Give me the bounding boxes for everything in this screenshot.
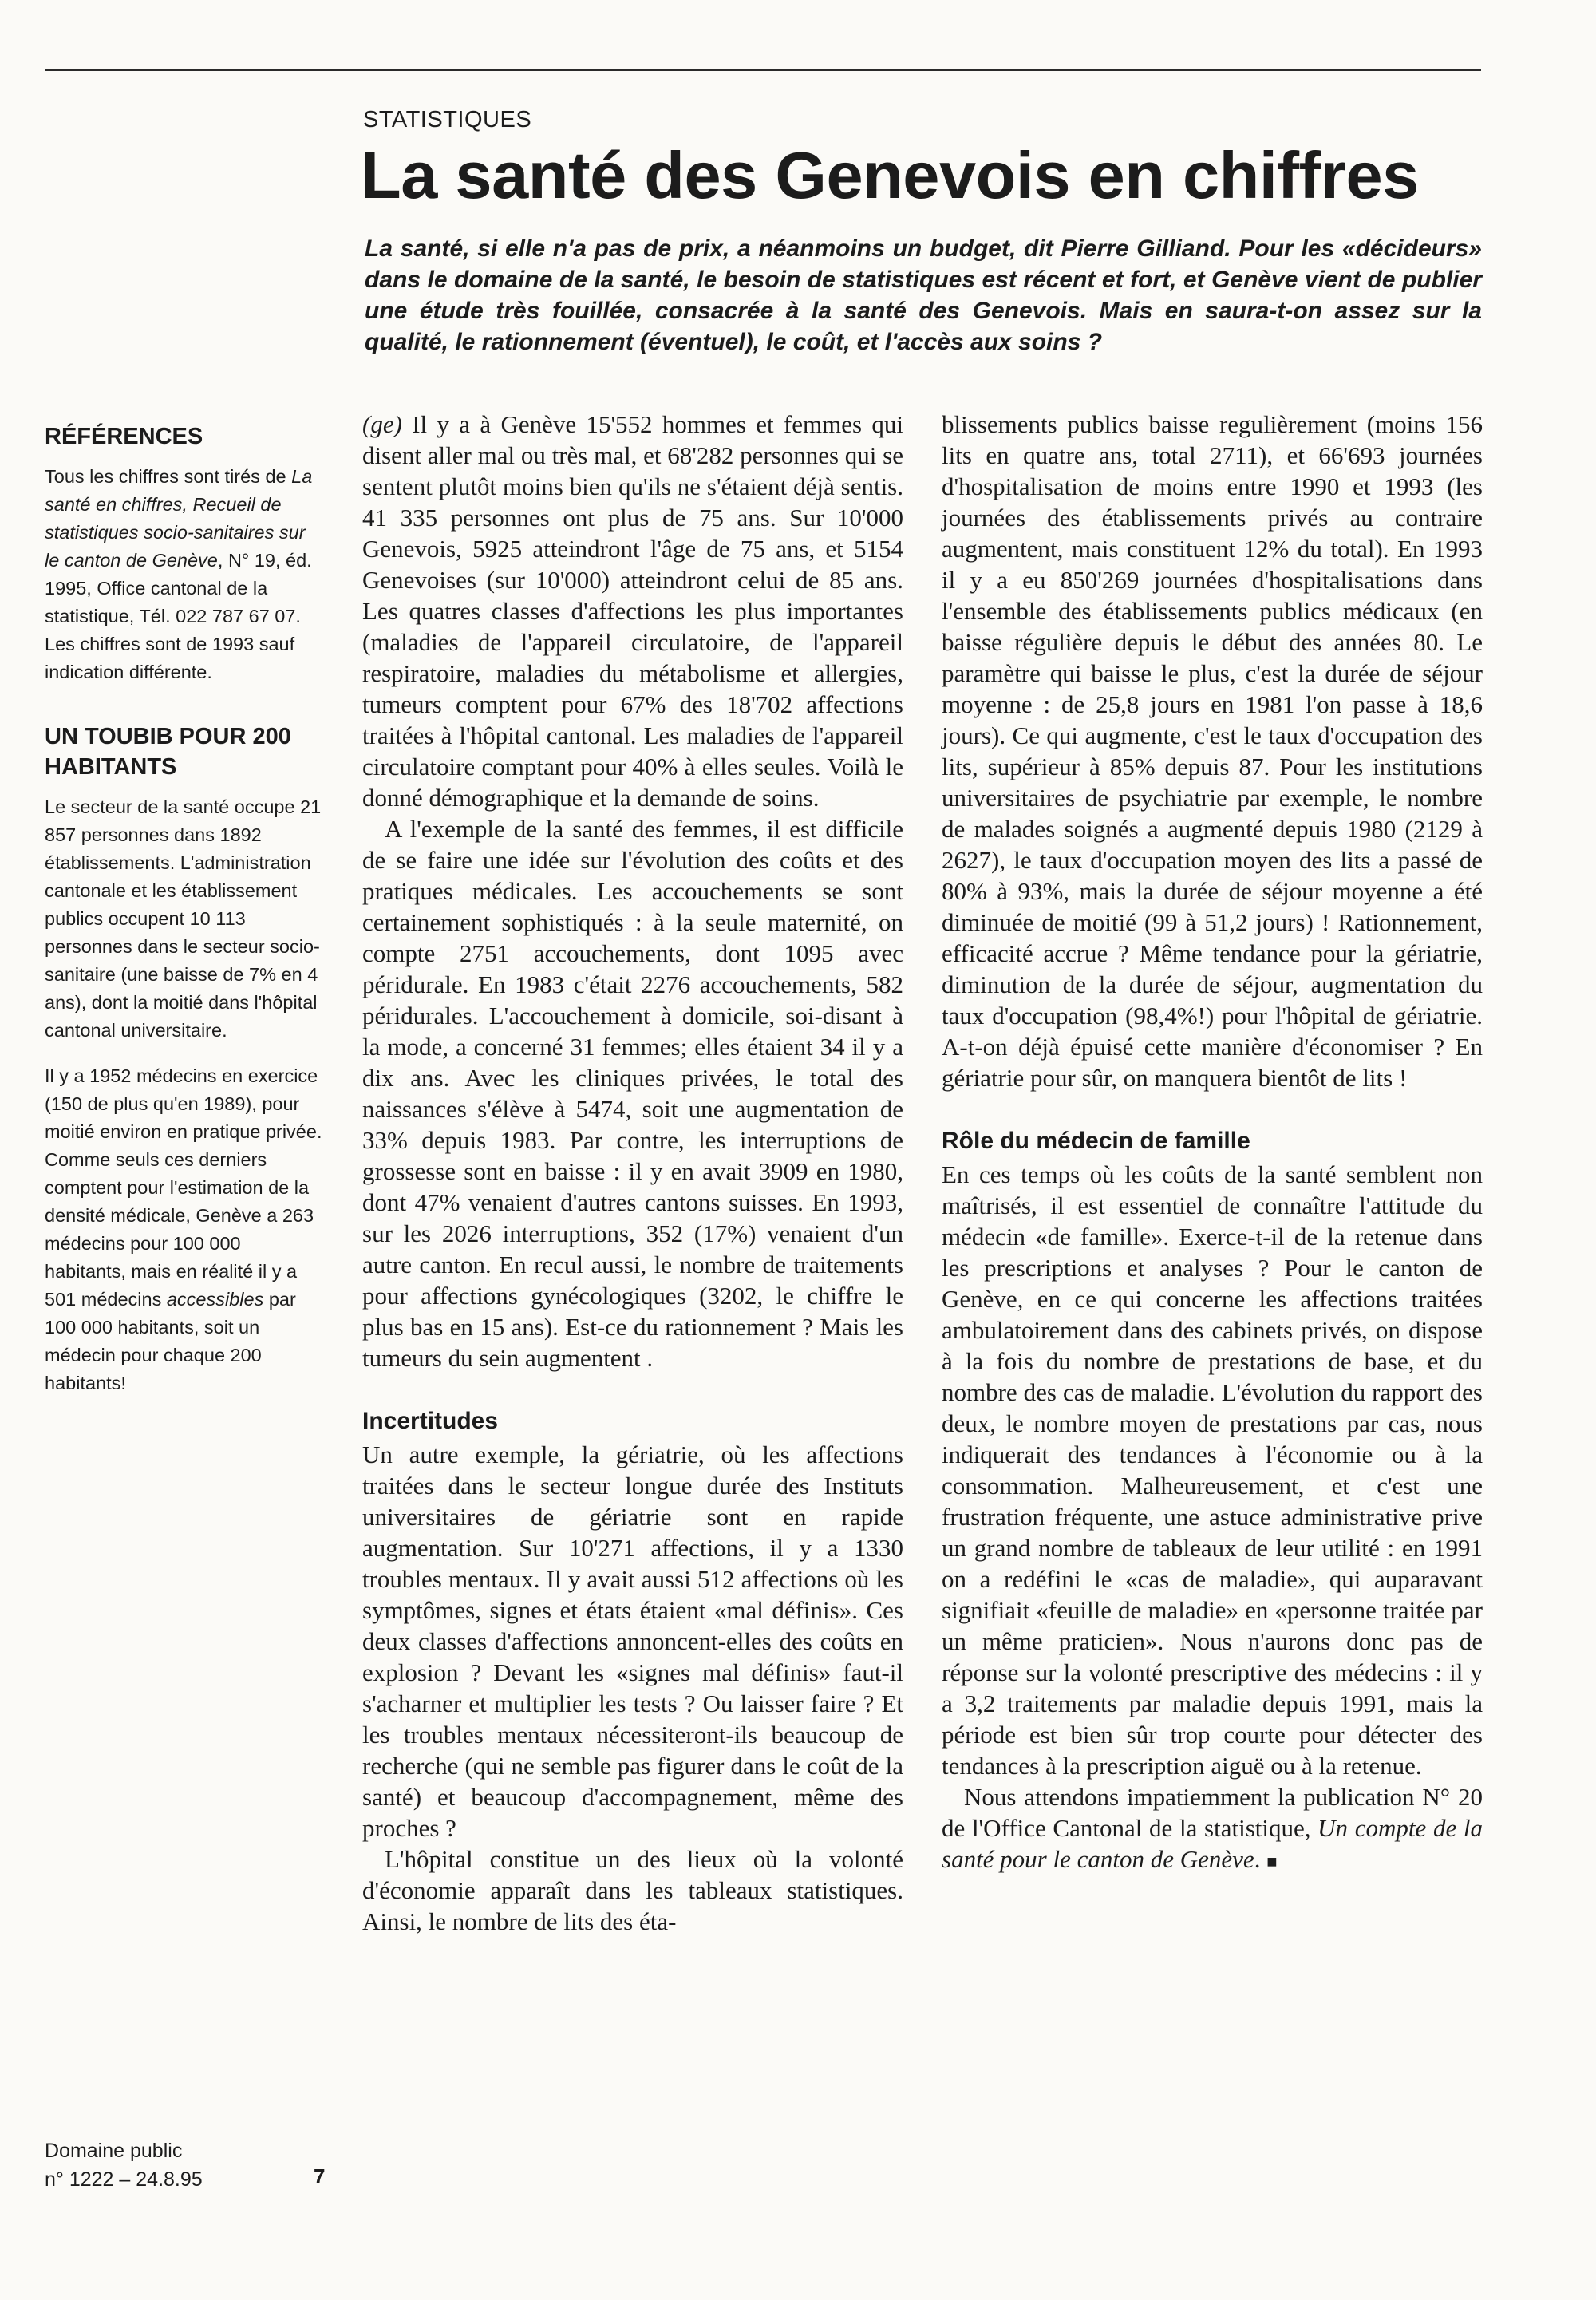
references-text-a: Tous les chiffres sont tirés de (45, 466, 292, 487)
toubib-para-2 (45, 1062, 324, 1397)
col2-paragraph-3-a: Nous attendons impatiemment la publication N° 20 de l'Office Cantonal de la statistique, (942, 1783, 1483, 1842)
toubib-para-2-a: Il y a 1952 médecins en exercice (150 de plus qu'en 1989), pour moitié environ en pratique privée. Comme seuls ces derniers comptent pour l'estimation de la densité médicale, Genève a 263 médecins pour 100 000 habitants, mais en réalité il y a 501 médecins (45, 1065, 322, 1310)
article-column-2 (942, 409, 1483, 1877)
col1-paragraph-1 (362, 409, 903, 813)
subheading-incertitudes: Incertitudes (362, 1408, 499, 1434)
article-lede: La santé, si elle n'a pas de prix, a néanmoins un budget, dit Pierre Gilliand. Pour les «décideurs» dans le domaine de la santé, le besoin de statistiques est récent et fort, et Genève vient de publier une étude très fouillée, consacrée à la santé des Genevois. Mais en saura-t-on assez sur la qualité, le rationnement (éventuel), le coût, et l'accès aux soins ? (365, 235, 1482, 355)
col1-paragraph-1-text: Il y a à Genève 15'552 hommes et femmes qui disent aller mal ou très mal, et 68'282 personnes qui se sentent plutôt moins bien qu'ils ne s'étaient déjà sentis. 41 335 personnes ont plus de 75 ans. Sur 10'000 Genevois, 5925 atteindront l'âge de 75 ans, et 5154 Genevoises (sur 10'000) atteindront celui de 85 ans. Les quatres classes d'affections les plus importantes (maladies de l'appareil circulatoire, de l'appareil respiratoire, maladies du métabolisme et allergies, tumeurs comptent pour 67% des 18'702 affections traitées à l'hôpital cantonal. Les maladies de l'appareil circulatoire comptant pour 40% à elles seules. Voilà le donné démographique et la demande de soins. (362, 410, 903, 812)
references-text-b: , N° 19, éd. 1995, Office cantonal de la statistique, Tél. 022 787 67 07. Les chiffres sont de 1993 sauf indication différente. (45, 550, 312, 682)
col1-paragraph-4: L'hôpital constitue un des lieux où la volonté d'économie apparaît dans les tableaux statistiques. Ainsi, le nombre de lits des éta- (362, 1845, 903, 1935)
page-number: 7 (314, 2164, 326, 2188)
toubib-para-2-em: accessibles (166, 1289, 264, 1310)
publication-name: Domaine public (45, 2140, 183, 2162)
references-text (45, 463, 324, 686)
col2-paragraph-3 (942, 1781, 1483, 1877)
author-signature: (ge) (362, 410, 402, 438)
end-mark-icon: ■ (1266, 1851, 1278, 1871)
toubib-para-1: Le secteur de la santé occupe 21 857 personnes dans 1892 établissements. L'administration cantonale et les établissement publics occupent 10 113 personnes dans le secteur socio-sanitaire (une baisse de 7% en 4 ans), dont la moitié dans l'hôpital cantonal universitaire. (45, 796, 322, 1041)
section-kicker: STATISTIQUES (363, 107, 532, 132)
references-book-title: La santé en chiffres, Recueil de statistiques socio-sanitaires sur le canton de Genève (45, 466, 313, 571)
issue-footer (45, 2136, 332, 2194)
article-column-1 (362, 409, 903, 1937)
references-heading: RÉFÉRENCES (45, 424, 203, 449)
subheading-role-medecin: Rôle du médecin de famille (942, 1128, 1250, 1154)
col1-paragraph-3: Un autre exemple, la gériatrie, où les affections traitées dans le secteur longue durée des Instituts universitaires de gériatrie sont en rapide augmentation. Sur 10'271 affections, il y a 1330 troubles mentaux. Il y avait aussi 512 affections où les symptômes, signes et états étaient «mal définis». Ces deux classes d'affections annoncent-elles des coûts en explosion ? Devant les «signes mal définis» faut-il s'acharner et multiplier les tests ? Ou laisser faire ? Et les troubles mentaux nécessiteront-ils beaucoup de recherche (qui ne semble pas figurer dans le coût de la santé) et beaucoup d'accompagnement, même des proches ? (362, 1440, 903, 1842)
col2-paragraph-1: blissements publics baisse regulièrement (moins 156 lits en quatre ans, total 2711), et 66'693 journées d'hospitalisation de moins entre 1990 et 1993 (les journées des établissements privés au contraire augmentent, mais constituent 12% du total). En 1993 il y a eu 850'269 journées d'hospitalisations dans l'ensemble des établissements publics médicaux (en baisse régulière depuis le début des années 80. Le paramètre qui baisse le plus, c'est la durée de séjour moyenne : de 25,8 jours en 1981 l'on passe à 18,6 jours). Ce qui augmente, c'est le taux d'occupation des lits, supérieur à 85% depuis 87. Pour les institutions universitaires de psychiatrie par exemple, le nombre de malades soignés a augmenté depuis 1980 (2129 à 2627), le taux d'occupation moyen des lits a passé de 80% à 93%, mais la durée de séjour moyenne a été diminuée de moitié (99 à 51,2 jours) ! Rationnement, efficacité accrue ? Même tendance pour la gériatrie, diminution de la durée de séjour, augmentation du taux d'occupation (98,4%!) pour l'hôpital de gériatrie. A-t-on déjà épuisé cette manière d'économiser ? En gériatrie pour sûr, on manquera bientôt de lits ! (942, 410, 1483, 1092)
col2-paragraph-3-b: . (1254, 1845, 1267, 1873)
toubib-heading: UN TOUBIB POUR 200 HABITANTS (45, 724, 291, 780)
col2-paragraph-2: En ces temps où les coûts de la santé semblent non maîtrisés, il est essentiel de connaître l'attitude du médecin «de famille». Exerce-t-il de la retenue dans les prescriptions et analyses ? Pour le canton de Genève, en ce qui concerne les affections traitées ambulatoirement dans des cabinets privés, on dispose à la fois du nombre de prestations de base, et du nombre des cas de maladie. L'évolution du rapport des deux, le nombre moyen de prestations par cas, nous indiquerait des tendances à l'économie ou à la consommation. Malheureusement, et c'est une frustration fréquente, une astuce administrative prive un grand nombre de tableaux de leur utilité : en 1991 on a redéfini le «cas de maladie», qui auparavant signifiait «feuille de maladie» en «personne traitée par un même praticien». Nous n'aurons donc pas de réponse sur la volonté prescriptive des médecins : il y a 3,2 traitements par maladie depuis 1991, mais la période est bien sûr trop courte pour détecter des tendances à la prescription aiguë ou à la retenue. (942, 1160, 1483, 1780)
col1-paragraph-2: A l'exemple de la santé des femmes, il est difficile de se faire une idée sur l'évolution des coûts et des pratiques médicales. Les accouchements se sont certainement sophistiqués : à la seule maternité, on compte 2751 accouchements, dont 1095 avec péridurale. En 1983 c'était 2276 accouchements, 582 péridurales. L'accouchement à domicile, soi-disant à la mode, a concerné 31 femmes; elles étaient 34 il y a dix ans. Avec les cliniques privées, le total des naissances s'élève à 5474, soit une augmentation de 33% depuis 1983. Par contre, les interruptions de grossesse sont en baisse : il y en avait 3909 en 1980, dont 47% venaient d'autres cantons suisses. En 1993, sur les 2026 interruptions, 352 (17%) venaient d'un autre canton. En recul aussi, le nombre de traitements pour affections gynécologiques (3202, le chiffre le plus bas en 15 ans). Est-ce du rationnement ? Mais les tumeurs du sein augmentent . (362, 815, 903, 1372)
toubib-para-2-b: par 100 000 habitants, soit un médecin pour chaque 200 habitants! (45, 1289, 296, 1393)
issue-number: n° 1222 – 24.8.95 (45, 2168, 203, 2191)
top-rule (45, 69, 1481, 71)
sidebar (45, 421, 324, 1415)
publication-title: Un compte de la santé pour le canton de Genève (942, 1814, 1483, 1873)
article-title: La santé des Genevois en chiffres (361, 138, 1419, 212)
